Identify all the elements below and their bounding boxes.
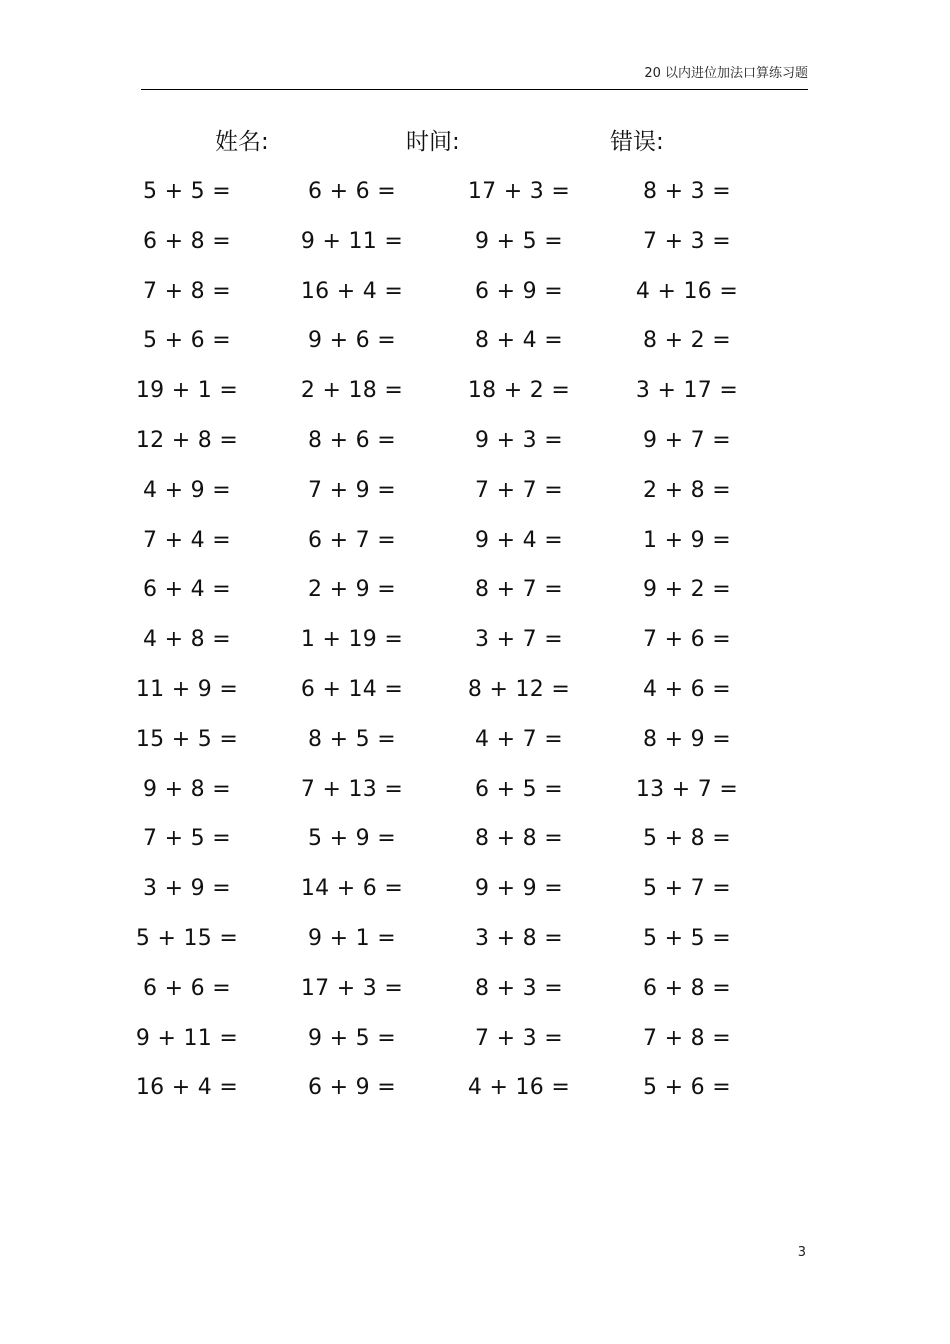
problem-item: 4 + 16 =	[467, 1075, 571, 1101]
problem-item: 15 + 5 =	[135, 726, 239, 752]
problem-item: 3 + 9 =	[143, 876, 231, 902]
problem-row	[0, 969, 950, 1019]
problem-item: 3 + 8 =	[475, 925, 563, 951]
problem-item: 9 + 11 =	[300, 228, 404, 254]
problem-item: 9 + 5 =	[308, 1025, 396, 1051]
problem-item: 9 + 3 =	[475, 427, 563, 453]
problem-item: 9 + 8 =	[143, 776, 231, 802]
problem-row	[0, 272, 950, 322]
problem-item: 13 + 7 =	[635, 776, 739, 802]
problem-item: 8 + 3 =	[643, 179, 731, 204]
problem-item: 6 + 6 =	[143, 975, 231, 1001]
problem-item: 5 + 5 =	[643, 925, 731, 951]
problem-item: 5 + 15 =	[135, 925, 239, 951]
problem-item: 16 + 4 =	[300, 278, 404, 304]
page-number: 3	[797, 1245, 806, 1260]
problem-item: 19 + 1 =	[135, 378, 239, 404]
problem-item: 2 + 9 =	[308, 577, 396, 603]
problem-item: 1 + 19 =	[300, 627, 404, 653]
problem-item: 6 + 14 =	[300, 676, 404, 702]
problem-item: 17 + 3 =	[300, 975, 404, 1001]
problem-item: 6 + 8 =	[643, 975, 731, 1001]
problem-item: 8 + 5 =	[308, 726, 396, 752]
problem-item: 4 + 9 =	[143, 477, 231, 503]
problem-row	[0, 720, 950, 770]
problem-row	[0, 222, 950, 272]
problem-row	[0, 919, 950, 969]
problem-item: 5 + 5 =	[143, 179, 231, 204]
problem-row	[0, 869, 950, 919]
problem-row	[0, 421, 950, 471]
problem-item: 17 + 3 =	[467, 179, 571, 204]
problem-item: 8 + 8 =	[475, 826, 563, 852]
problem-row	[0, 570, 950, 620]
problem-item: 7 + 9 =	[308, 477, 396, 503]
problem-item: 14 + 6 =	[300, 876, 404, 902]
problem-row	[0, 1019, 950, 1069]
problem-item: 8 + 9 =	[643, 726, 731, 752]
problem-item: 4 + 16 =	[635, 278, 739, 304]
problem-row	[0, 371, 950, 421]
problem-item: 6 + 9 =	[308, 1075, 396, 1101]
problem-item: 1 + 9 =	[643, 527, 731, 553]
problem-item: 3 + 7 =	[475, 627, 563, 653]
problem-item: 7 + 8 =	[143, 278, 231, 304]
problem-item: 8 + 2 =	[643, 328, 731, 354]
problem-item: 16 + 4 =	[135, 1075, 239, 1101]
name-field-label: 姓名:	[215, 129, 269, 155]
problem-item: 9 + 4 =	[475, 527, 563, 553]
problem-row	[0, 172, 950, 222]
problem-item: 2 + 8 =	[643, 477, 731, 503]
problem-item: 8 + 12 =	[467, 676, 571, 702]
problem-item: 6 + 7 =	[308, 527, 396, 553]
problem-item: 9 + 1 =	[308, 925, 396, 951]
problem-item: 9 + 2 =	[643, 577, 731, 603]
problem-item: 8 + 7 =	[475, 577, 563, 603]
problem-item: 4 + 7 =	[475, 726, 563, 752]
problem-item: 8 + 4 =	[475, 328, 563, 354]
problem-item: 9 + 7 =	[643, 427, 731, 453]
problem-item: 7 + 7 =	[475, 477, 563, 503]
info-line	[0, 124, 950, 160]
problem-row	[0, 670, 950, 720]
problem-item: 18 + 2 =	[467, 378, 571, 404]
problem-row	[0, 1068, 950, 1118]
problem-item: 6 + 6 =	[308, 179, 396, 204]
problem-item: 9 + 11 =	[135, 1025, 239, 1051]
time-field-label: 时间:	[406, 129, 460, 155]
problem-row	[0, 819, 950, 869]
running-header: 20 以内进位加法口算练习题	[644, 66, 808, 81]
problem-row	[0, 620, 950, 670]
problem-item: 7 + 5 =	[143, 826, 231, 852]
problem-item: 11 + 9 =	[135, 676, 239, 702]
problem-item: 9 + 9 =	[475, 876, 563, 902]
header-rule	[141, 89, 808, 90]
problem-item: 4 + 6 =	[643, 676, 731, 702]
problem-item: 4 + 8 =	[143, 627, 231, 653]
problem-row	[0, 321, 950, 371]
problem-item: 7 + 13 =	[300, 776, 404, 802]
problem-item: 6 + 8 =	[143, 228, 231, 254]
problem-item: 7 + 3 =	[643, 228, 731, 254]
problem-item: 5 + 6 =	[643, 1075, 731, 1101]
problem-item: 7 + 6 =	[643, 627, 731, 653]
problem-item: 12 + 8 =	[135, 427, 239, 453]
problem-item: 6 + 5 =	[475, 776, 563, 802]
problem-item: 7 + 3 =	[475, 1025, 563, 1051]
problem-item: 3 + 17 =	[635, 378, 739, 404]
problem-item: 7 + 4 =	[143, 527, 231, 553]
problem-item: 8 + 3 =	[475, 975, 563, 1001]
problem-item: 5 + 6 =	[143, 328, 231, 354]
problem-item: 6 + 4 =	[143, 577, 231, 603]
problem-grid	[0, 172, 950, 1118]
problem-row	[0, 471, 950, 521]
problem-row	[0, 521, 950, 571]
problem-item: 9 + 6 =	[308, 328, 396, 354]
problem-item: 5 + 7 =	[643, 876, 731, 902]
problem-row	[0, 770, 950, 820]
problem-item: 5 + 8 =	[643, 826, 731, 852]
errors-field-label: 错误:	[610, 129, 664, 155]
problem-item: 6 + 9 =	[475, 278, 563, 304]
problem-item: 5 + 9 =	[308, 826, 396, 852]
problem-item: 8 + 6 =	[308, 427, 396, 453]
problem-item: 2 + 18 =	[300, 378, 404, 404]
problem-item: 9 + 5 =	[475, 228, 563, 254]
problem-item: 7 + 8 =	[643, 1025, 731, 1051]
